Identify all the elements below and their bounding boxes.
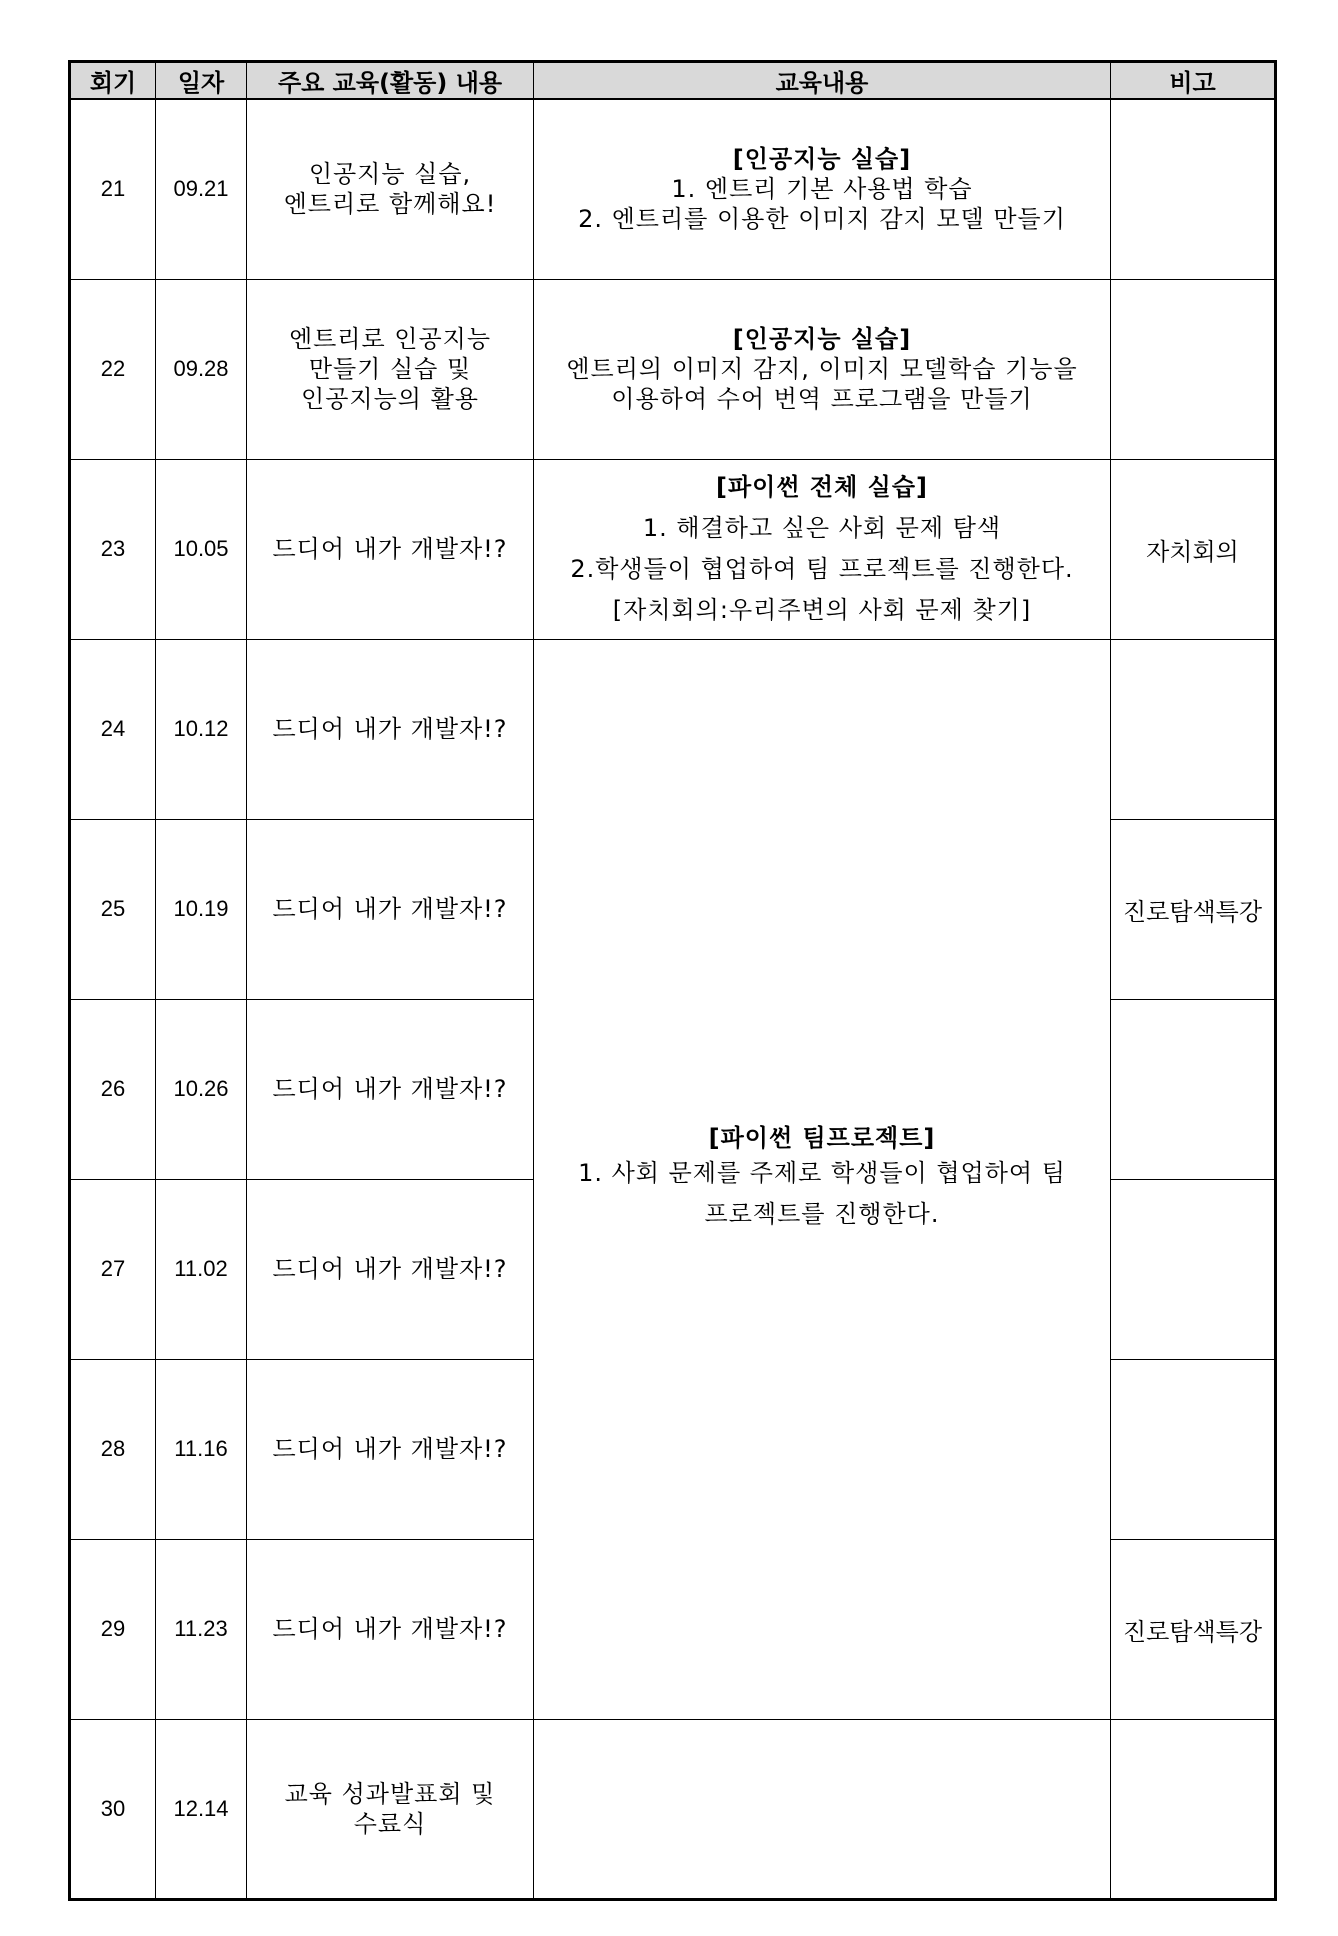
header-date: 일자 xyxy=(156,62,247,100)
session-date: 11.16 xyxy=(156,1359,247,1539)
content-line: 2. 엔트리를 이용한 이미지 감지 모델 만들기 xyxy=(578,205,1066,234)
activity-title xyxy=(247,1539,534,1719)
session-date: 11.23 xyxy=(156,1539,247,1719)
activity-title-line: 드디어 내가 개발자!? xyxy=(272,1075,508,1103)
activity-title xyxy=(247,819,534,999)
activity-title xyxy=(247,639,534,819)
table-row xyxy=(70,99,1276,279)
remarks xyxy=(1111,999,1276,1179)
activity-title-line: 드디어 내가 개발자!? xyxy=(272,1255,508,1283)
table-body xyxy=(70,99,1276,1899)
session-number: 24 xyxy=(70,639,156,819)
session-date: 09.21 xyxy=(156,99,247,279)
content-line: 2.학생들이 협업하여 팀 프로젝트를 진행한다. xyxy=(570,555,1074,583)
content-line: 프로젝트를 진행한다. xyxy=(704,1200,940,1228)
table-row xyxy=(70,459,1276,639)
activity-title xyxy=(247,99,534,279)
table-header xyxy=(70,62,1276,100)
activity-title xyxy=(247,1359,534,1539)
session-date: 10.05 xyxy=(156,459,247,639)
remarks xyxy=(1111,1179,1276,1359)
remarks: 진로탐색특강 xyxy=(1111,819,1276,999)
content-heading: [파이썬 전체 실습] xyxy=(716,473,928,501)
remarks: 자치회의 xyxy=(1111,459,1276,639)
content-line: 1. 해결하고 싶은 사회 문제 탐색 xyxy=(642,514,1002,542)
content-heading: [인공지능 실습] xyxy=(732,145,912,174)
remarks xyxy=(1111,1719,1276,1899)
table-row xyxy=(70,639,1276,819)
activity-title-line: 드디어 내가 개발자!? xyxy=(272,1435,508,1463)
content-heading: [파이썬 팀프로젝트] xyxy=(708,1124,936,1152)
session-number: 29 xyxy=(70,1539,156,1719)
content-line: 1. 엔트리 기본 사용법 학습 xyxy=(671,175,973,204)
remarks: 진로탐색특강 xyxy=(1111,1539,1276,1719)
activity-title-line: 드디어 내가 개발자!? xyxy=(272,715,508,743)
activity-title xyxy=(247,1719,534,1899)
content-heading: [인공지능 실습] xyxy=(732,325,912,353)
education-schedule-table xyxy=(68,60,1277,1901)
session-date: 09.28 xyxy=(156,279,247,459)
session-number: 21 xyxy=(70,99,156,279)
activity-title-line: 인공지능의 활용 xyxy=(301,385,479,413)
activity-title xyxy=(247,279,534,459)
header-remarks: 비고 xyxy=(1111,62,1276,100)
session-number: 25 xyxy=(70,819,156,999)
education-content xyxy=(534,99,1111,279)
table-row xyxy=(70,1719,1276,1899)
session-number: 30 xyxy=(70,1719,156,1899)
content-line: 이용하여 수어 번역 프로그램을 만들기 xyxy=(611,385,1033,413)
header-row xyxy=(70,62,1276,100)
activity-title xyxy=(247,999,534,1179)
activity-title-line: 드디어 내가 개발자!? xyxy=(272,895,508,923)
session-date: 10.26 xyxy=(156,999,247,1179)
activity-title-line: 수료식 xyxy=(353,1809,427,1838)
session-date: 10.12 xyxy=(156,639,247,819)
content-line: 엔트리의 이미지 감지, 이미지 모델학습 기능을 xyxy=(566,355,1078,383)
education-content xyxy=(534,1719,1111,1899)
session-number: 26 xyxy=(70,999,156,1179)
session-number: 27 xyxy=(70,1179,156,1359)
activity-title xyxy=(247,1179,534,1359)
header-education-content: 교육내용 xyxy=(534,62,1111,100)
activity-title-line: 드디어 내가 개발자!? xyxy=(272,535,508,563)
activity-title-line: 만들기 실습 및 xyxy=(308,355,472,383)
session-date: 11.02 xyxy=(156,1179,247,1359)
session-number: 22 xyxy=(70,279,156,459)
session-date: 10.19 xyxy=(156,819,247,999)
remarks xyxy=(1111,1359,1276,1539)
session-date: 12.14 xyxy=(156,1719,247,1899)
activity-title xyxy=(247,459,534,639)
education-content xyxy=(534,279,1111,459)
session-number: 28 xyxy=(70,1359,156,1539)
content-line: 1. 사회 문제를 주제로 학생들이 협업하여 팀 xyxy=(578,1159,1066,1187)
activity-title-line: 교육 성과발표회 및 xyxy=(284,1779,496,1808)
session-number: 23 xyxy=(70,459,156,639)
merged-education-content xyxy=(534,639,1111,1719)
activity-title-line: 드디어 내가 개발자!? xyxy=(272,1615,508,1643)
table-row xyxy=(70,279,1276,459)
remarks xyxy=(1111,99,1276,279)
activity-title-line: 엔트리로 인공지능 xyxy=(288,325,492,353)
header-main-activity: 주요 교육(활동) 내용 xyxy=(247,62,534,100)
education-content xyxy=(534,459,1111,639)
remarks xyxy=(1111,639,1276,819)
remarks xyxy=(1111,279,1276,459)
activity-title-line: 인공지능 실습, xyxy=(308,160,472,189)
content-line: [자치회의:우리주변의 사회 문제 찾기] xyxy=(612,596,1032,624)
activity-title-line: 엔트리로 함께해요! xyxy=(283,190,497,219)
header-session: 회기 xyxy=(70,62,156,100)
